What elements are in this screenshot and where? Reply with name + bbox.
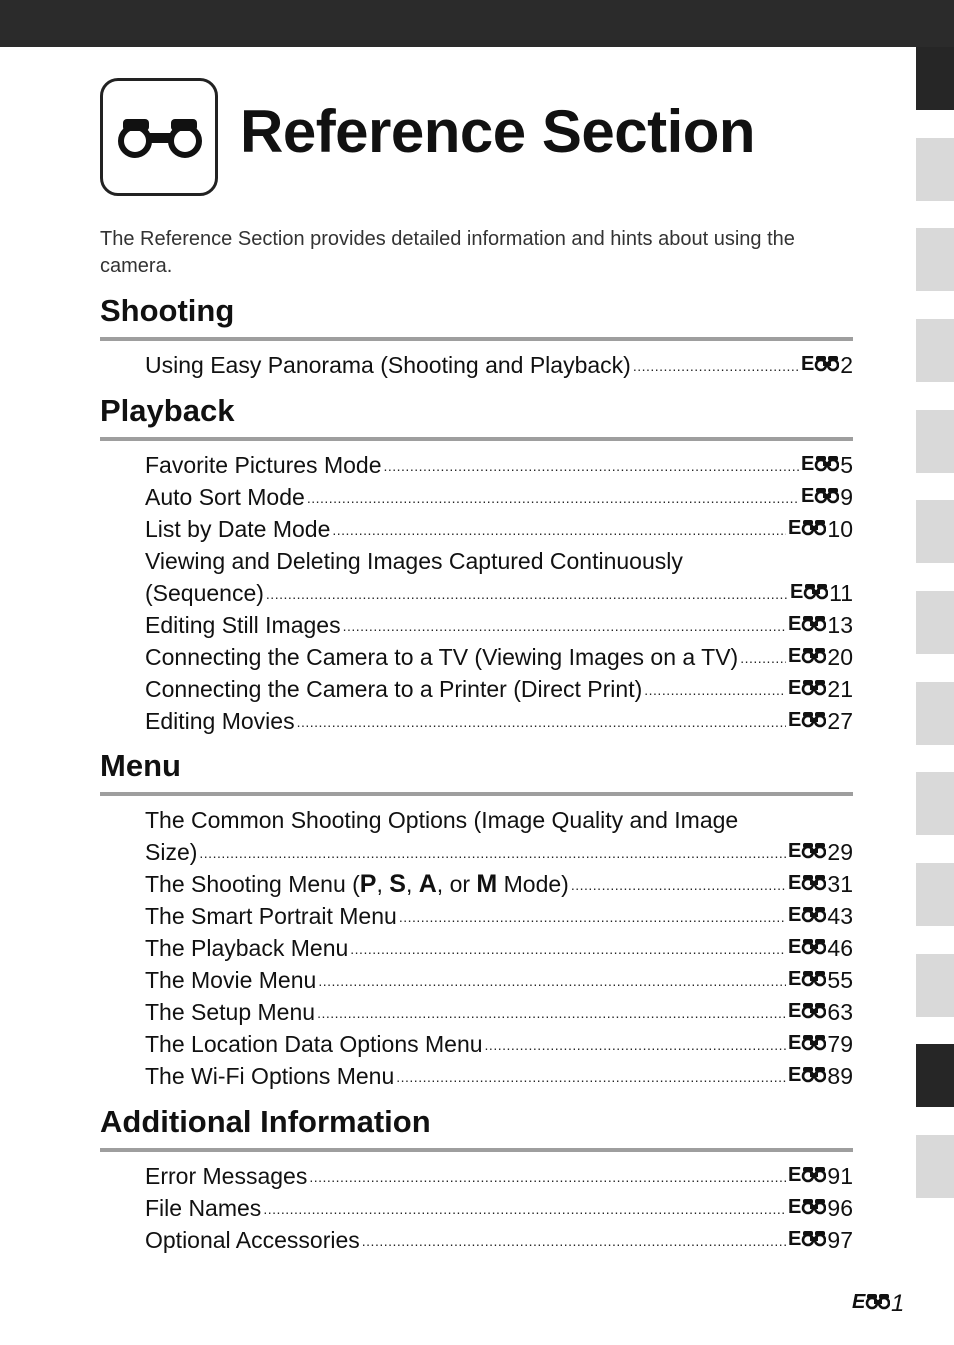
- reference-e-icon: [788, 673, 826, 705]
- reference-e-icon: [788, 1028, 826, 1060]
- mode-a-icon: A: [418, 870, 437, 898]
- toc-entry[interactable]: [100, 932, 853, 964]
- section-heading: Menu: [100, 748, 181, 783]
- page-title: Reference Section: [240, 98, 756, 165]
- toc-entry-label: File Names: [145, 1195, 262, 1221]
- top-bar: [0, 0, 954, 47]
- toc-entry-label: Connecting the Camera to a Printer (Direct Print): [145, 676, 643, 702]
- mode-s-icon: S: [389, 870, 406, 898]
- side-tab: [916, 954, 954, 1017]
- label-sep: , or: [436, 871, 477, 897]
- reference-e-icon: [852, 1290, 890, 1318]
- side-tab: [916, 772, 954, 835]
- side-tab: [916, 682, 954, 745]
- svg-text:E: E: [788, 645, 802, 665]
- leader-dots: [383, 456, 799, 481]
- toc-entry-page: 21: [827, 676, 853, 702]
- toc-entry-label: Error Messages: [145, 1163, 308, 1189]
- label-text: Mode): [497, 871, 569, 897]
- toc-entry-label: The Smart Portrait Menu: [145, 903, 397, 929]
- side-tab: [916, 47, 954, 110]
- side-tab: [916, 228, 954, 291]
- toc-entry[interactable]: [100, 449, 853, 481]
- toc-entry-multiline[interactable]: [100, 804, 853, 868]
- section-rule: [100, 437, 853, 441]
- toc-entry-label: Editing Still Images: [145, 612, 341, 638]
- reference-e-icon: [788, 868, 826, 900]
- toc-entry-page: 55: [827, 967, 853, 993]
- toc-entry-label: Using Easy Panorama (Shooting and Playback): [145, 352, 631, 378]
- toc-entry[interactable]: [100, 1224, 853, 1256]
- svg-text:E: E: [801, 353, 815, 373]
- label-sep: ,: [405, 871, 419, 897]
- toc-entry-page: 63: [827, 999, 853, 1025]
- side-tab: [916, 138, 954, 201]
- toc-entry-page: 13: [827, 612, 853, 638]
- svg-text:E: E: [788, 840, 802, 860]
- toc-entry[interactable]: [100, 513, 853, 545]
- leader-dots: [362, 1231, 787, 1256]
- reference-e-icon: [788, 609, 826, 641]
- toc-entry-label-line2: (Sequence): [145, 580, 264, 606]
- toc-entry-label: Optional Accessories: [145, 1227, 360, 1253]
- toc-entry-label: The Wi-Fi Options Menu: [145, 1063, 395, 1089]
- leader-dots: [317, 1003, 786, 1028]
- section-rule: [100, 792, 853, 796]
- toc-entry-page: 79: [827, 1031, 853, 1057]
- section-menu: [100, 748, 853, 1092]
- leader-dots: [633, 356, 799, 381]
- toc-entry-page: 89: [827, 1063, 853, 1089]
- reference-e-icon: [788, 964, 826, 996]
- toc-entry-page: 5: [840, 452, 853, 478]
- side-tab: [916, 319, 954, 382]
- toc-entry-page: 43: [827, 903, 853, 929]
- section-rule: [100, 337, 853, 341]
- label-sep: ,: [376, 871, 390, 897]
- leader-dots: [644, 680, 786, 705]
- leader-dots: [343, 616, 787, 641]
- label-text: The Shooting Menu (: [145, 871, 360, 897]
- svg-text:E: E: [788, 904, 802, 924]
- svg-text:E: E: [788, 968, 802, 988]
- toc-entry-page: 2: [840, 352, 853, 378]
- reference-e-icon: [788, 836, 826, 868]
- toc-entry[interactable]: [100, 481, 853, 513]
- toc-entry[interactable]: [100, 349, 853, 381]
- reference-e-icon: [788, 996, 826, 1028]
- reference-e-icon: [790, 577, 828, 609]
- toc-entry[interactable]: [100, 609, 853, 641]
- reference-e-icon: [801, 349, 839, 381]
- leader-dots: [332, 520, 786, 545]
- reference-e-icon: [788, 900, 826, 932]
- toc-entry[interactable]: [100, 641, 853, 673]
- side-tab: [916, 591, 954, 654]
- section-heading: Shooting: [100, 293, 235, 328]
- reference-e-icon: [788, 1160, 826, 1192]
- toc-entry-page: 91: [827, 1163, 853, 1189]
- leader-dots: [740, 648, 786, 673]
- svg-text:E: E: [788, 1000, 802, 1020]
- side-tab-active: [916, 1044, 954, 1107]
- toc-entry-label: The Movie Menu: [145, 967, 317, 993]
- reference-e-icon: [788, 932, 826, 964]
- side-tab: [916, 863, 954, 926]
- reference-e-icon: [801, 449, 839, 481]
- toc-entry-label: Auto Sort Mode: [145, 484, 305, 510]
- svg-text:E: E: [788, 872, 802, 892]
- svg-text:E: E: [788, 517, 802, 537]
- side-tab: [916, 500, 954, 563]
- toc-entry-page: 96: [827, 1195, 853, 1221]
- svg-text:E: E: [788, 1228, 802, 1248]
- svg-text:E: E: [788, 1196, 802, 1216]
- page-number-value: 1: [891, 1290, 905, 1317]
- leader-dots: [266, 584, 788, 609]
- leader-dots: [318, 971, 786, 996]
- reference-e-icon: [788, 1192, 826, 1224]
- binoculars-icon: [100, 78, 218, 196]
- svg-text:E: E: [788, 709, 802, 729]
- svg-text:E: E: [788, 1164, 802, 1184]
- svg-text:E: E: [801, 453, 815, 473]
- leader-dots: [263, 1199, 786, 1224]
- toc-entry[interactable]: [100, 996, 853, 1028]
- svg-text:E: E: [852, 1291, 866, 1311]
- leader-dots: [350, 939, 786, 964]
- toc-entry-label: The Playback Menu: [145, 935, 349, 961]
- reference-e-icon: [801, 481, 839, 513]
- svg-text:E: E: [790, 581, 804, 601]
- leader-dots: [571, 875, 787, 900]
- toc-entry-label-line1: Viewing and Deleting Images Captured Continuously: [145, 548, 683, 574]
- leader-dots: [485, 1035, 787, 1060]
- toc-entry[interactable]: [100, 1160, 853, 1192]
- toc-entry-label: List by Date Mode: [145, 516, 331, 542]
- section-playback: [100, 393, 853, 737]
- section-heading: Playback: [100, 393, 235, 428]
- toc-entry-label: The Setup Menu: [145, 999, 316, 1025]
- toc-entry-label: Connecting the Camera to a TV (Viewing Images on a TV): [145, 644, 739, 670]
- toc-entry[interactable]: [100, 1060, 853, 1092]
- reference-e-icon: [788, 1060, 826, 1092]
- leader-dots: [396, 1067, 786, 1092]
- toc-entry-page: 10: [827, 516, 853, 542]
- leader-dots: [309, 1167, 786, 1192]
- reference-e-icon: [788, 513, 826, 545]
- section-shooting: [100, 293, 853, 381]
- toc-entry-label: Favorite Pictures Mode: [145, 452, 382, 478]
- section-additional-information: [100, 1104, 853, 1256]
- toc-entry[interactable]: [100, 868, 853, 900]
- toc-entry-label: Editing Movies: [145, 708, 295, 734]
- leader-dots: [399, 907, 787, 932]
- intro-text: The Reference Section provides detailed information and hints about using the camera.: [100, 228, 795, 277]
- leader-dots: [307, 488, 799, 513]
- svg-text:E: E: [788, 1064, 802, 1084]
- reference-e-icon: [788, 705, 826, 737]
- leader-dots: [199, 843, 786, 868]
- toc-entry-page: 46: [827, 935, 853, 961]
- toc-entry-label: The Location Data Options Menu: [145, 1031, 483, 1057]
- section-rule: [100, 1148, 853, 1152]
- svg-text:E: E: [788, 677, 802, 697]
- svg-text:E: E: [788, 613, 802, 633]
- page-number: [852, 1290, 904, 1318]
- toc-entry-page: 27: [827, 708, 853, 734]
- toc-entry-page: 97: [827, 1227, 853, 1253]
- toc-entry[interactable]: [100, 673, 853, 705]
- toc-entry[interactable]: [100, 1028, 853, 1060]
- toc-entry-label-line1: The Common Shooting Options (Image Quality and Image: [145, 807, 739, 833]
- toc-entry-page: 29: [827, 839, 853, 865]
- toc-entry[interactable]: [100, 964, 853, 996]
- toc-entry-page: 9: [840, 484, 853, 510]
- mode-m-icon: M: [476, 870, 498, 898]
- section-heading: Additional Information: [100, 1104, 431, 1139]
- toc-entry-page: 31: [827, 871, 853, 897]
- svg-text:E: E: [788, 1032, 802, 1052]
- toc-entry-page: 11: [829, 580, 853, 606]
- toc-entry[interactable]: [100, 705, 853, 737]
- reference-e-icon: [788, 1224, 826, 1256]
- mode-p-icon: P: [359, 870, 377, 898]
- svg-text:E: E: [801, 485, 815, 505]
- toc-entry-label-line2: Size): [145, 839, 198, 865]
- toc-entry[interactable]: [100, 1192, 853, 1224]
- toc-entry-label: [145, 868, 569, 900]
- leader-dots: [297, 712, 787, 737]
- side-tab: [916, 1135, 954, 1198]
- toc-entry-page: 20: [827, 644, 853, 670]
- toc-entry[interactable]: [100, 900, 853, 932]
- side-tab: [916, 410, 954, 473]
- reference-e-icon: [788, 641, 826, 673]
- svg-text:E: E: [788, 936, 802, 956]
- toc-entry-multiline[interactable]: [100, 545, 853, 609]
